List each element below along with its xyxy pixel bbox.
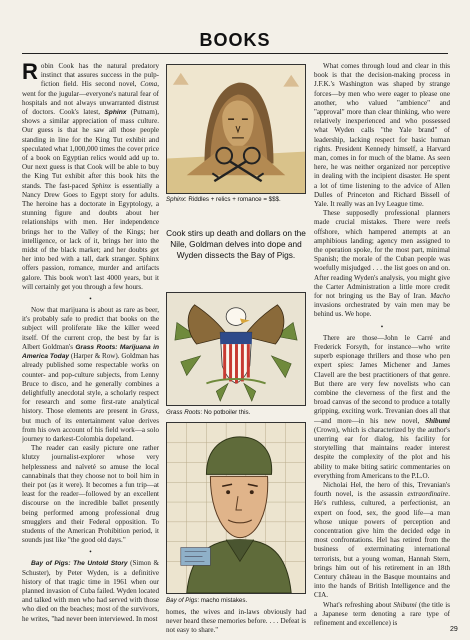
paragraph-bay-of-pigs-review: Bay of Pigs: The Untold Story (Simon & Schuster), by Peter Wyden, is a definitive history of that tragic time in 1961 when our planned invasion of Cuba failed. Wyden located and talked with men who had served with those who died on the beaches; most of the survivors, he writes, "had never been interviewed. In most: [22, 559, 159, 623]
caption-sphinx: Sphinx: Riddles + relics + romance = $$$.: [166, 196, 281, 203]
left-column: [22, 62, 159, 628]
header-rule: [22, 53, 448, 54]
drop-cap: R: [22, 62, 38, 84]
section-separator: •: [89, 548, 92, 557]
section-separator: •: [89, 295, 92, 304]
paragraph-shibumi-closing: What's refreshing about Shibumi (the title is a Japanese term denoting a rare type of refinement and excellence) is: [314, 600, 450, 627]
right-column: [314, 62, 450, 628]
page-number: 29: [450, 626, 458, 633]
paragraph-shibumi-hero: Nicholai Hel, the hero of this, Trevanian's fourth novel, is the assassin extraordinaire. He's ruthless, cultured, a perfectionist, an expert on food, sex, the good life—a man whose unique powers of perception and concentration give him the decided edge in most confrontations. Hel has retired from the business of exterminating international terrorists, but a young woman, Hannah Stern, brings him out of his retirement in an 18th Century château in the Basque mountains and into the hands of British Intelligence and the CIA.: [314, 480, 450, 600]
paragraph-shibumi-review: There are those—John le Carré and Frederick Forsyth, for instance—who write superb espionage thrillers and those who pen expert spies: James Michener and James Clavell are the best practitioners of that genre. But there are very few novelists who can combine the cleverness of the first and the broad canvas of the second to produce a totally gripping, exciting work. Trevanian does all that—and more—in his new novel, Shibumi (Crown), which is characterized by the author's unerring ear for dialog, his facility for storytelling that maintains reader interest despite the complexity of the plot and his ability to make biting satiric commentaries on everything from Americans to the P.L.O.: [314, 333, 450, 480]
bay-of-pigs-illustration: [166, 422, 306, 594]
paragraph-grass-roots-review: Now that marijuana is about as rare as beer, it's probably safe to predict that books on the subject will proliferate like the killer weed itself. Of the current crop, the best by far is Albert Goldman's Grass Roots: Marijuana in America Today (Harper & Row). Goldman has already published some respectable works on counter- and pop-culture subjects, from Lenny Bruce to disco, and he generally combines a delightfully anecdotal style, a scholarly respect for research and some first-rate analytical history. Those elements are present in Grass, but much of its entertainment value derives from his own account of his field work—a solo journey to darkest-Colombia dopeland.: [22, 306, 159, 443]
bay-of-pigs-continuation: homes, the wives and in-laws obviously had never heard these memories before. . . . Defeat is not easy to share.": [166, 608, 306, 635]
book-title-bay-of-pigs: Bay of Pigs: The Untold Story: [31, 560, 128, 568]
book-title-shibumi: Shibumi: [425, 416, 450, 425]
paragraph-sphinx-review: Robin Cook has the natural predatory instinct that assures success in the pulp-fiction field. His second novel, Coma, went for the jugular—everyone's natural fear of hospitals and not always unwarranted distrust of doctors. Cook's latest, Sphinx (Putnam), shows a similar appreciation of mass culture. Our guess is that he saw all those people standing in line for the King Tut exhibit and speculated what 1,000,000 times the cover price of a book on Egyptian relics would add up to. Our next guess is that Cook will be able to buy the King Tut exhibit after this book hits the stands. The fast-paced Sphinx is essentially a Nancy Drew Goes to Egypt story for adults. The heroine has a doctorate in Egyptology, a stunning figure and doubts about her relationships with men. Her independence brings her to the Valley of the Kings; her intelligence, or lack of it, brings her into the midst of the black market; and her doubts get her into bed with a tall, dark stranger. Sphinx offers passion, romance, murder and artifacts galore. This book won't last 4000 years, but it will certainly get you through a few hours.: [22, 62, 159, 291]
section-separator: •: [380, 322, 384, 331]
pull-quote: Cook stirs up death and dollars on the Nile, Goldman delves into dope and Wyden dissects the Bay of Pigs.: [166, 228, 306, 260]
book-title-grass-roots: Grass Roots: Marijuana in America Today: [22, 343, 159, 361]
sphinx-illustration: [166, 64, 306, 194]
paragraph-bay-of-pigs-mistakes: These supposedly professional planners made crucial mistakes. There were reefs offshore, which hampered attempts at an amphibious landing; agency men assigned to the operation spoke, for the most part, minimal Spanish; the morale of the Cuban people was woefully misjudged . . . the list goes on and on. After reading Wyden's analysis, you might give the Carter Administration a little more credit for not bringing us the Bay of Iran. Macho invasions orchestrated by vain men may be behind us. We hope.: [314, 209, 450, 319]
paragraph-grass-roots-continued: The reader can easily picture one rather klutzy journalist-explorer whose very helplessness and naïveté so amuse the local cannabinals that they choose not to boil him in their pot (as it were). It becomes a fun trip—at least for the reader—followed by an excellent discourse on the incredible ballet presently being performed among professional drug smugglers and their Federal opposition. To students of the American Prohibition period, it sounds just like "the good old days.": [22, 444, 159, 545]
grass-roots-illustration: [166, 292, 306, 406]
caption-grass-roots: Grass Roots: No potboiler this.: [166, 409, 251, 416]
paragraph-bay-of-pigs-analysis: What comes through loud and clear in this book is that the decision-making process in J.F.K.'s Washington was shaped by strange forces—by men who were eager to please one another, who valued "ambience" and "approval" more than clear thinking, who were relatively inexperienced and who possessed what Wyden calls "the Yale brand" of leadership, lacking respect for basic human rights. President Kennedy himself, a Harvard man, comes in for much of the blame. As seen here, he was neither organized nor perceptive in dealing with the incipient disaster. He spent a lot of time listening to the advice of Allen Dulles of Princeton and Richard Bissell of Yale. It really was an Ivy League time.: [314, 62, 450, 209]
book-title-sphinx: Sphinx: [104, 109, 127, 117]
page-header: [0, 0, 470, 56]
caption-bay-of-pigs: Bay of Pigs: macho mistakes.: [166, 597, 248, 604]
section-title: BOOKS: [199, 30, 271, 50]
